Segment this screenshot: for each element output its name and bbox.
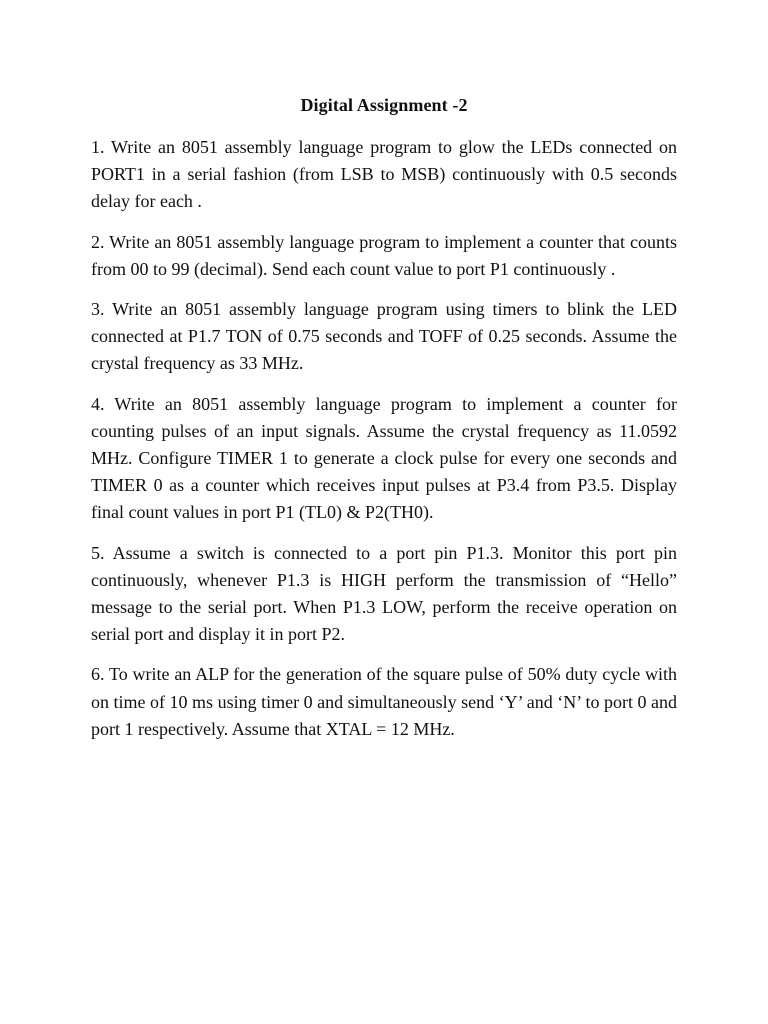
question-6: 6. To write an ALP for the generation of the square pulse of 50% duty cycle with on time of 10 ms using timer 0 and simultaneously send ‘Y’ and ‘N’ to port 0 and port 1 respectively. Assume that XTAL = 12 MHz. [91, 664, 677, 739]
question-3: 3. Write an 8051 assembly language program using timers to blink the LED connected at P1.7 TON of 0.75 seconds and TOFF of 0.25 seconds. Assume the crystal frequency as 33 MHz. [91, 299, 677, 374]
question-list [91, 134, 677, 743]
question-1: 1. Write an 8051 assembly language program to glow the LEDs connected on PORT1 in a serial fashion (from LSB to MSB) continuously with 0.5 seconds delay for each . [91, 137, 677, 212]
question-2: 2. Write an 8051 assembly language program to implement a counter that counts from 00 to 99 (decimal). Send each count value to port P1 continuously . [91, 231, 677, 279]
question-5: 5. Assume a switch is connected to a port pin P1.3. Monitor this port pin continuously, whenever P1.3 is HIGH perform the transmission of “Hello” message to the serial port. When P1.3 LOW, perform the receive operation on serial port and display it in port P2. [91, 542, 677, 645]
page-title: Digital Assignment -2 [300, 95, 468, 115]
question-4: 4. Write an 8051 assembly language program to implement a counter for counting pulses of an input signals. Assume the crystal frequency as 11.0592 MHz. Configure TIMER 1 to generate a clock pulse for every one seconds and TIMER 0 as a counter which receives input pulses at P3.4 from P3.5. Display final count values in port P1 (TL0) & P2(TH0). [91, 393, 677, 523]
